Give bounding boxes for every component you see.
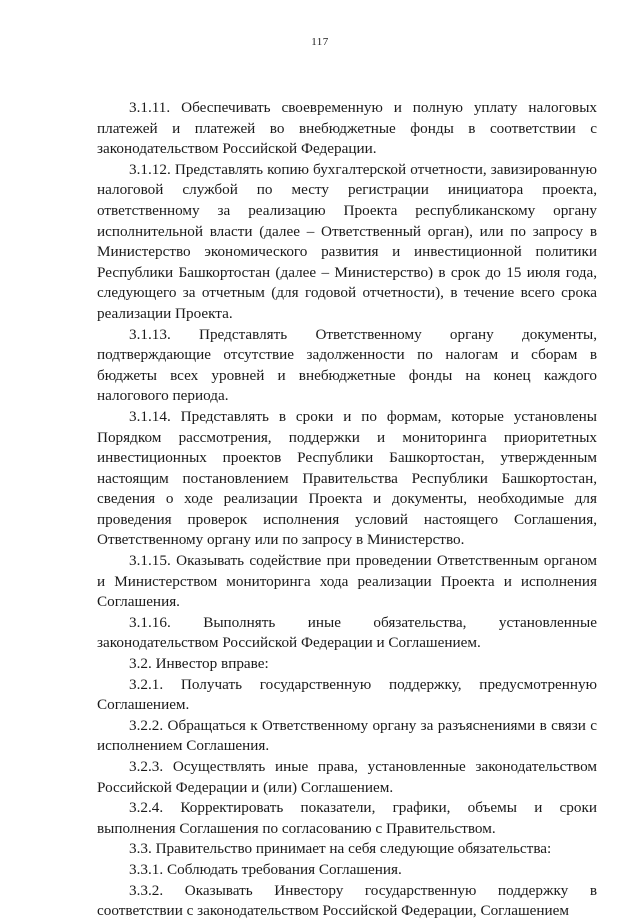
paragraph-3-2-2: 3.2.2. Обращаться к Ответственному органу за разъяснениями в связи с исполнением Соглашения. [97, 716, 597, 755]
paragraph-3-2-4: 3.2.4. Корректировать показатели, графики, объемы и сроки выполнения Соглашения по согласованию с Правительством. [97, 799, 597, 837]
paragraph-3-1-14: 3.1.14. Представлять в сроки и по формам, которые установлены Порядком рассмотрения, поддержки и мониторинга приоритетных инвестиционных проектов Республики Башкортостан, утвержденным настоящим постановлением Правительства Республики Башкортостан, сведения о ходе реализации Проекта и документы, необходимые для проведения проверок исполнения условий настоящего Соглашения, Ответственному органу или по запросу в Министерство. [97, 407, 597, 549]
page-number: 117 [311, 36, 329, 48]
paragraph-3-2-3: 3.2.3. Осуществлять иные права, установленные законодательством Российской Федерации и (или) Соглашением. [97, 758, 597, 796]
paragraph-3-3-1: 3.3.1. Соблюдать требования Соглашения. [129, 860, 402, 878]
paragraph-3-1-11: 3.1.11. Обеспечивать своевременную и полную уплату налоговых платежей и платежей во внебюджетные фонды в соответствии с законодательством Российской Федерации. [97, 99, 597, 158]
paragraph-3-3: 3.3. Правительство принимает на себя следующие обязательства: [129, 840, 552, 858]
paragraph-3-3-2: 3.3.2. Оказывать Инвестору государственную поддержку в соответствии с законодательством Российской Федерации, Соглашением [97, 881, 597, 920]
document-body [97, 98, 597, 922]
paragraph-3-1-13: 3.1.13. Представлять Ответственному органу документы, подтверждающие отсутствие задолженности по налогам и сборам в бюджеты всех уровней и внебюджетные фонды на конец каждого налогового периода. [97, 325, 597, 405]
paragraph-3-1-16: 3.1.16. Выполнять иные обязательства, установленные законодательством Российской Федерации и Соглашением. [97, 613, 597, 652]
paragraph-3-2-1: 3.2.1. Получать государственную поддержку, предусмотренную Соглашением. [97, 675, 597, 714]
paragraph-3-1-12: 3.1.12. Представлять копию бухгалтерской отчетности, завизированную налоговой службой по месту регистрации инициатора проекта, ответственному за реализацию Проекта республиканскому органу исполнительной власти (далее – Ответственный орган), или по запросу в Министерство экономического развития и инвестиционной политики Республики Башкортостан (далее – Министерство) в срок до 15 июля года, следующего за отчетным (для годовой отчетности), в течение всего срока реализации Проекта. [97, 160, 597, 322]
paragraph-3-1-15: 3.1.15. Оказывать содействие при проведении Ответственным органом и Министерством мониторинга хода реализации Проекта и исполнения Соглашения. [97, 552, 597, 611]
paragraph-3-2: 3.2. Инвестор вправе: [129, 655, 269, 673]
